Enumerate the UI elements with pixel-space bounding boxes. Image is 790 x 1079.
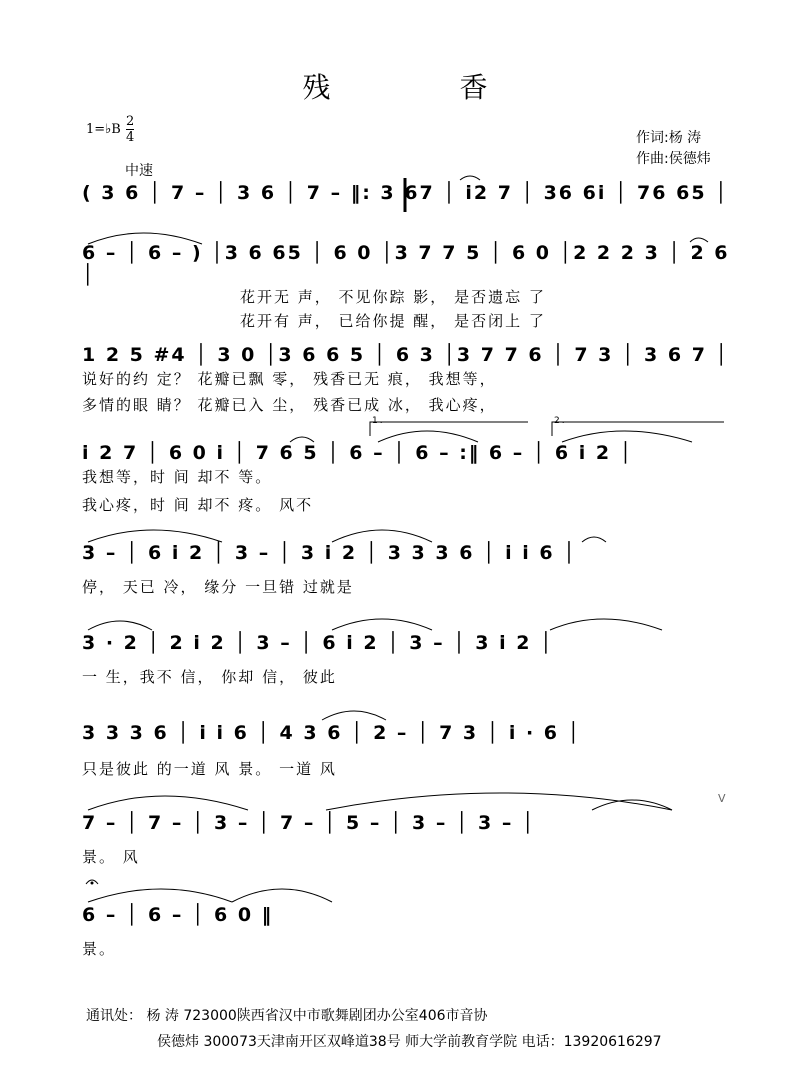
row-7-notes: 3 3 3 6 │ i i 6 │ 4 3 6 │ 2 – │ 7 3 │ i · 6 │ xyxy=(82,722,582,744)
score-row-6 xyxy=(82,626,742,686)
score-row-3 xyxy=(82,338,742,414)
row-4-lyric-1: 我想等，时 间 却不 等。 xyxy=(82,468,273,486)
row-8-lyric-1: 景。 风 xyxy=(82,848,140,866)
row-6-notes: 3 · 2 │ 2 i 2 │ 3 – │ 6 i 2 │ 3 – │ 3 i 2 │ xyxy=(82,632,554,654)
row-8-notes: 7 – │ 7 – │ 3 – │ 7 – │ 5 – │ 3 – │ 3 – │ xyxy=(82,812,536,834)
row-5-lyric-1: 停， 天已 冷， 缘分 一旦错 过就是 xyxy=(82,578,354,596)
row-1-notes: ( 3 6 │ 7 – │ 3 6 │ 7 – ‖: 3 67 │ i2 7 │ 36 6i │ 76 65 │ xyxy=(82,182,729,204)
lyricist-credit: 作词:杨 涛 xyxy=(636,130,702,146)
score-row-2 xyxy=(82,236,742,330)
row-9-lyric-1: 景。 xyxy=(82,940,117,958)
row-2-notes: 6 – │ 6 – ) │3 6 65 │ 6 0 │3 7 7 5 │ 6 0 │2 2 2 3 │ 2 6 │ xyxy=(82,242,730,286)
row-3-notes: 1 2 5 #4 │ 3 0 │3 6 6 5 │ 6 3 │3 7 7 6 │ 7 3 │ 3 6 7 │ xyxy=(82,344,729,366)
contact-line-2: 侯德炜 300073天津南开区双峰道38号 师大学前教育学院 电话：13920616297 xyxy=(157,1034,662,1050)
time-sig-bottom: 4 xyxy=(126,130,135,145)
row-5-notes: 3 – │ 6 i 2 │ 3 – │ 3 i 2 │ 3 3 3 6 │ i i 6 │ xyxy=(82,542,577,564)
song-title: 残 香 xyxy=(302,71,548,104)
score-row-8 xyxy=(82,792,742,866)
time-sig-top: 2 xyxy=(126,114,135,129)
contact-line-1: 通讯处： 杨 涛 723000陕西省汉中市歌舞剧团办公室406市音协 xyxy=(86,1008,488,1024)
row-3-lyric-2: 多情的眼 睛？ 花瓣已入 尘， 残香已成 冰， 我心疼， xyxy=(82,396,497,414)
row-9-notes: 6 – │ 6 – │ 6 0 ‖ xyxy=(82,904,274,926)
breath-mark: V xyxy=(718,792,728,805)
score-row-1 xyxy=(82,176,742,222)
score-row-9 xyxy=(82,898,742,958)
tempo-marking: 中速 xyxy=(125,163,153,179)
row-4-notes: i 2 7 │ 6 0 i │ 7 6 5 │ 6 – │ 6 – :‖ 6 – │ 6 i 2 │ xyxy=(82,442,634,464)
row-2-lyric-1: 花开无 声， 不见你踪 影， 是否遗忘 了 xyxy=(240,288,546,306)
score-row-4 xyxy=(82,416,742,514)
score-row-5 xyxy=(82,536,742,596)
row-3-lyric-1: 说好的约 定？ 花瓣已飘 零， 残香已无 痕， 我想等， xyxy=(82,370,497,388)
row-2-lyric-2: 花开有 声， 已给你提 醒， 是否闭上 了 xyxy=(240,312,546,330)
composer-credit: 作曲:侯德炜 xyxy=(636,151,711,167)
time-signature xyxy=(126,114,134,145)
row-4-lyric-2: 我心疼，时 间 却不 疼。 风不 xyxy=(82,496,314,514)
score-row-7 xyxy=(82,716,742,778)
row-6-lyric-1: 一 生，我不 信， 你却 信， 彼此 xyxy=(82,668,337,686)
volta-2-label: 2. xyxy=(554,416,567,426)
row-7-lyric-1: 只是彼此 的一道 风 景。 一道 风 xyxy=(82,760,337,778)
volta-1-label: 1. xyxy=(372,416,385,426)
key-signature: 1=♭B xyxy=(86,122,121,137)
